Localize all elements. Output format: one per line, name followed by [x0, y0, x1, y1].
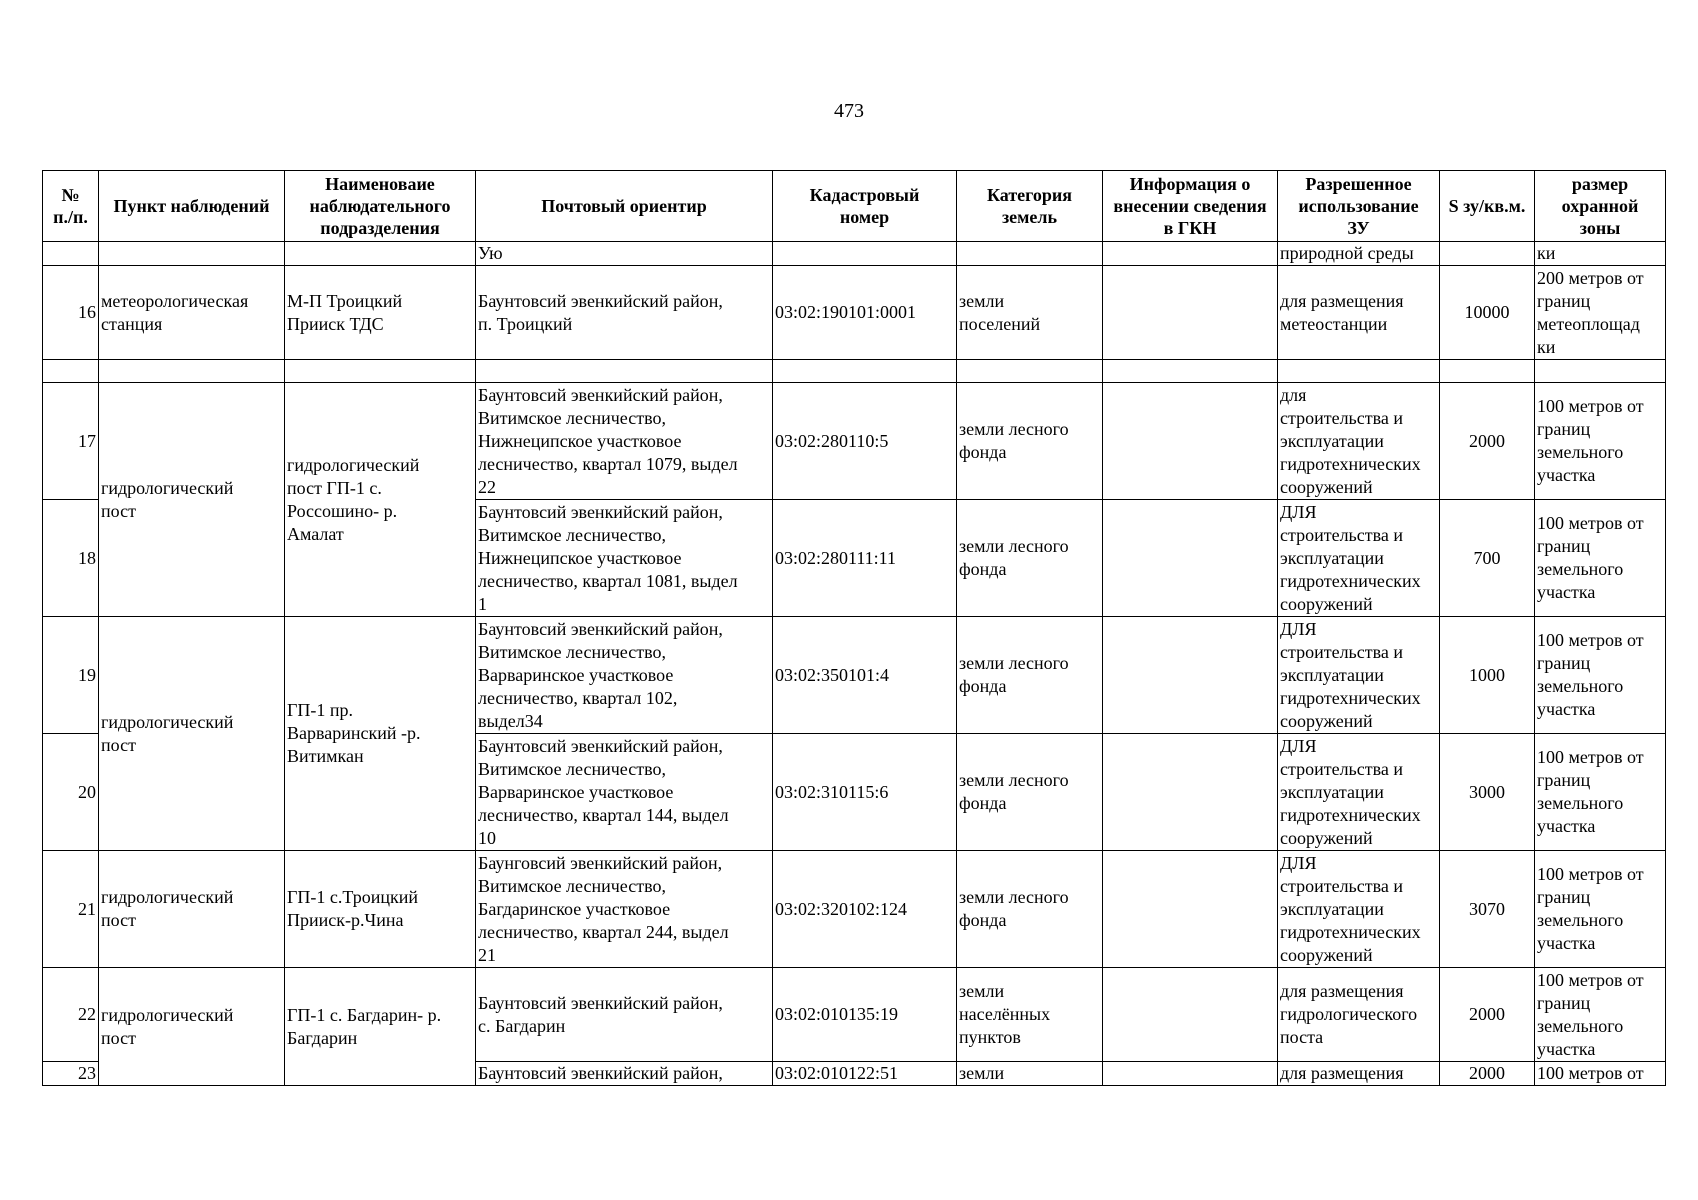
- cell-cadastre: 03:02:320102:124: [773, 851, 957, 968]
- header-zone: размер охранной зоны: [1535, 171, 1666, 242]
- cell-use: ДЛЯ строительства и эксплуатации гидротехнических сооружений: [1278, 734, 1440, 851]
- cell-num: 16: [43, 266, 99, 360]
- cell-zone: 200 метров от границ метеоплощад ки: [1535, 266, 1666, 360]
- cell-num: 18: [43, 500, 99, 617]
- cell-num: 23: [43, 1062, 99, 1086]
- cell-cadastre: [773, 242, 957, 266]
- cell-category: земли лесного фонда: [957, 734, 1103, 851]
- cell-unit: ГП-1 пр. Варваринский -р. Витимкан: [285, 617, 476, 851]
- cell-zone: 100 метров от: [1535, 1062, 1666, 1086]
- cell-area: 1000: [1440, 617, 1535, 734]
- cell-address: Баунтовсий эвенкийский район, с. Багдарин: [476, 968, 773, 1062]
- cell-area: 2000: [1440, 383, 1535, 500]
- cell-cadastre: 03:02:280111:11: [773, 500, 957, 617]
- continued-row: [43, 242, 1666, 266]
- empty-row: [43, 360, 1666, 383]
- cell-category: земли населённых пунктов: [957, 968, 1103, 1062]
- cell-gkn: [1103, 851, 1278, 968]
- cell-point: гидрологический пост: [99, 968, 285, 1086]
- table-row-16: [43, 266, 1666, 360]
- cell-empty: [1535, 360, 1666, 383]
- cell-address: Баунтовсий эвенкийский район, п. Троицкий: [476, 266, 773, 360]
- table-row-19: [43, 617, 1666, 734]
- cell-category: земли лесного фонда: [957, 851, 1103, 968]
- cell-use: для размещения: [1278, 1062, 1440, 1086]
- cell-area: 2000: [1440, 1062, 1535, 1086]
- cell-empty: [285, 360, 476, 383]
- cell-num: 22: [43, 968, 99, 1062]
- cell-category: земли: [957, 1062, 1103, 1086]
- cell-gkn: [1103, 1062, 1278, 1086]
- table-row-17: [43, 383, 1666, 500]
- cell-cadastre: 03:02:190101:0001: [773, 266, 957, 360]
- cell-category: [957, 242, 1103, 266]
- cell-num: 19: [43, 617, 99, 734]
- cell-gkn: [1103, 968, 1278, 1062]
- cell-cadastre: 03:02:010135:19: [773, 968, 957, 1062]
- cell-zone: 100 метров от границ земельного участка: [1535, 851, 1666, 968]
- page-number: 473: [834, 100, 864, 122]
- cell-empty: [773, 360, 957, 383]
- cell-zone: 100 метров от границ земельного участка: [1535, 500, 1666, 617]
- cell-address: Баунговсий эвенкийский район, Витимское лесничество, Багдаринское участковое лесничество, квартал 244, выдел 21: [476, 851, 773, 968]
- cell-gkn: [1103, 383, 1278, 500]
- cell-zone: ки: [1535, 242, 1666, 266]
- cell-num: 17: [43, 383, 99, 500]
- cell-cadastre: 03:02:350101:4: [773, 617, 957, 734]
- cell-address: Баунтовсий эвенкийский район, Витимское лесничество, Нижнеципское участковое лесничество, квартал 1081, выдел 1: [476, 500, 773, 617]
- cell-num: 21: [43, 851, 99, 968]
- cell-point: [99, 242, 285, 266]
- table-row-21: [43, 851, 1666, 968]
- cell-gkn: [1103, 500, 1278, 617]
- cell-gkn: [1103, 617, 1278, 734]
- cell-zone: 100 метров от границ земельного участка: [1535, 734, 1666, 851]
- cell-gkn: [1103, 734, 1278, 851]
- cell-zone: 100 метров от границ земельного участка: [1535, 968, 1666, 1062]
- header-point: Пункт наблюдений: [99, 171, 285, 242]
- cell-use: природной среды: [1278, 242, 1440, 266]
- cell-unit: гидрологический пост ГП-1 с. Россошино- р. Амалат: [285, 383, 476, 617]
- cell-unit: М-П Троицкий Прииск ТДС: [285, 266, 476, 360]
- header-num: № п./п.: [43, 171, 99, 242]
- cell-gkn: [1103, 242, 1278, 266]
- cell-use: для размещения метеостанции: [1278, 266, 1440, 360]
- header-cadastre: Кадастровый номер: [773, 171, 957, 242]
- cell-point: метеорологическая станция: [99, 266, 285, 360]
- header-row: [43, 171, 1666, 242]
- cell-address: Ую: [476, 242, 773, 266]
- cell-empty: [1278, 360, 1440, 383]
- cell-address: Баунтовсий эвенкийский район, Витимское лесничество, Варваринское участковое лесничество, квартал 102, выдел34: [476, 617, 773, 734]
- cell-point: гидрологический пост: [99, 617, 285, 851]
- cell-category: земли лесного фонда: [957, 383, 1103, 500]
- cell-use: для размещения гидрологического поста: [1278, 968, 1440, 1062]
- cell-empty: [43, 360, 99, 383]
- cell-empty: [476, 360, 773, 383]
- cell-zone: 100 метров от границ земельного участка: [1535, 383, 1666, 500]
- cell-unit: ГП-1 с.Троицкий Прииск-р.Чина: [285, 851, 476, 968]
- cell-area: 10000: [1440, 266, 1535, 360]
- cell-use: для строительства и эксплуатации гидротехнических сооружений: [1278, 383, 1440, 500]
- cell-cadastre: 03:02:310115:6: [773, 734, 957, 851]
- land-plots-table: [42, 170, 1666, 1086]
- cell-category: земли лесного фонда: [957, 617, 1103, 734]
- header-use: Разрешенное использование ЗУ: [1278, 171, 1440, 242]
- cell-empty: [957, 360, 1103, 383]
- cell-use: ДЛЯ строительства и эксплуатации гидротехнических сооружений: [1278, 851, 1440, 968]
- header-address: Почтовый ориентир: [476, 171, 773, 242]
- cell-category: земли поселений: [957, 266, 1103, 360]
- cell-zone: 100 метров от границ земельного участка: [1535, 617, 1666, 734]
- cell-cadastre: 03:02:280110:5: [773, 383, 957, 500]
- cell-point: гидрологический пост: [99, 851, 285, 968]
- cell-cadastre: 03:02:010122:51: [773, 1062, 957, 1086]
- cell-address: Баунтовсий эвенкийский район, Витимское лесничество, Нижнеципское участковое лесничество, квартал 1079, выдел 22: [476, 383, 773, 500]
- cell-area: 3070: [1440, 851, 1535, 968]
- header-area: S зу/кв.м.: [1440, 171, 1535, 242]
- cell-use: ДЛЯ строительства и эксплуатации гидротехнических сооружений: [1278, 500, 1440, 617]
- table-row-22: [43, 968, 1666, 1062]
- header-unit: Наименоваие наблюдательного подразделения: [285, 171, 476, 242]
- cell-address: Баунтовсий эвенкийский район, Витимское лесничество, Варваринское участковое лесничество, квартал 144, выдел 10: [476, 734, 773, 851]
- cell-point: гидрологический пост: [99, 383, 285, 617]
- header-gkn: Информация о внесении сведения в ГКН: [1103, 171, 1278, 242]
- cell-num: 20: [43, 734, 99, 851]
- cell-empty: [1440, 360, 1535, 383]
- cell-use: ДЛЯ строительства и эксплуатации гидротехнических сооружений: [1278, 617, 1440, 734]
- cell-num: [43, 242, 99, 266]
- header-category: Категория земель: [957, 171, 1103, 242]
- cell-unit: [285, 242, 476, 266]
- cell-area: 3000: [1440, 734, 1535, 851]
- cell-empty: [99, 360, 285, 383]
- cell-unit: ГП-1 с. Багдарин- р. Багдарин: [285, 968, 476, 1086]
- cell-address: Баунтовсий эвенкийский район,: [476, 1062, 773, 1086]
- cell-category: земли лесного фонда: [957, 500, 1103, 617]
- cell-area: 2000: [1440, 968, 1535, 1062]
- cell-area: [1440, 242, 1535, 266]
- cell-gkn: [1103, 266, 1278, 360]
- cell-area: 700: [1440, 500, 1535, 617]
- cell-empty: [1103, 360, 1278, 383]
